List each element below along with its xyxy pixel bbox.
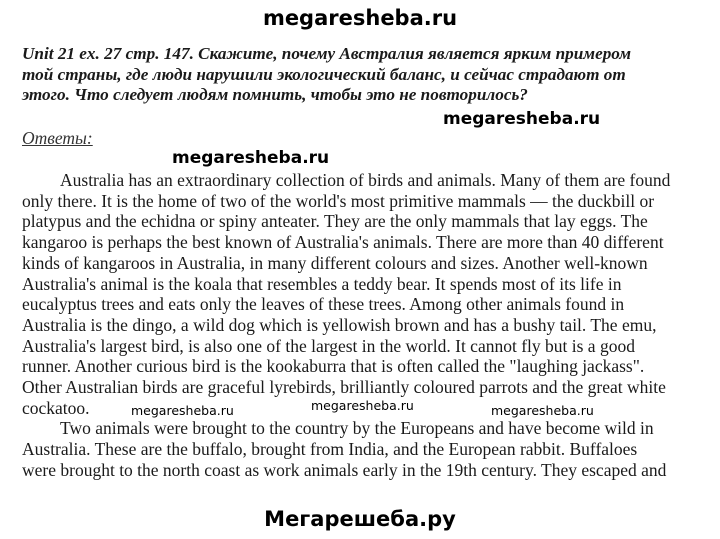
heading-line: этого. Что следует людям помнить, чтобы это не повторилось? — [22, 85, 528, 104]
text-line: Australia has an extraordinary collection of birds and animals. Many of them are found — [60, 170, 671, 190]
watermark-top: megaresheba.ru — [262, 6, 458, 30]
text-line: Australia's animal is the koala that resembles a teddy bear. It spends most of its life in — [22, 273, 622, 294]
heading-line: Unit 21 ex. 27 стр. 147. Скажите, почему Австралия является ярким примером — [22, 44, 632, 63]
text-line: eucalyptus trees and eats only the leaves of these trees. Among other animals found in — [22, 294, 625, 315]
watermark-small-right: megaresheba.ru — [491, 403, 594, 418]
text-line: platypus and the echidna or spiny anteater. They are the only mammals that lay eggs. The — [22, 211, 648, 232]
watermark-small-center: megaresheba.ru — [311, 398, 414, 413]
heading-line: той страны, где люди нарушили экологический баланс, и сейчас страдают от — [22, 64, 626, 84]
answer-text — [22, 170, 702, 481]
watermark-bottom: Мегарешеба.ру — [264, 507, 456, 531]
watermark-mid-left: megaresheba.ru — [172, 148, 330, 168]
text-line: Australia's largest bird, is also one of the largest in the world. It cannot fly but is a good — [22, 335, 635, 356]
watermark-small-left: megaresheba.ru — [131, 403, 234, 418]
watermark-mid-right: megaresheba.ru — [443, 109, 601, 129]
text-line: Two animals were brought to the country by the Europeans and have become wild in — [60, 418, 654, 439]
text-line: cockatoo. — [22, 397, 90, 418]
text-line: kangaroo is perhaps the best known of Australia's animals. There are more than 40 different — [22, 232, 664, 253]
text-line: kinds of kangaroos in Australia, in many different colours and sizes. Another well-known — [22, 252, 648, 273]
text-line: Other Australian birds are graceful lyrebirds, brilliantly coloured parrots and the great white — [22, 377, 666, 398]
answers-label: Ответы: — [22, 128, 93, 148]
text-line: only there. It is the home of two of the world's most primitive mammals — the duckbill or — [22, 190, 655, 211]
exercise-heading — [22, 44, 702, 106]
text-line: were brought to the north coast as work animals early in the 19th century. They escaped and — [22, 459, 667, 480]
text-line: runner. Another curious bird is the kookaburra that is often called the "laughing jackass". — [22, 356, 645, 377]
text-line: Australia is the dingo, a wild dog which is yellowish brown and has a bushy tail. The emu, — [22, 314, 657, 335]
text-line: Australia. These are the buffalo, brought from India, and the European rabbit. Buffaloes — [22, 439, 638, 460]
